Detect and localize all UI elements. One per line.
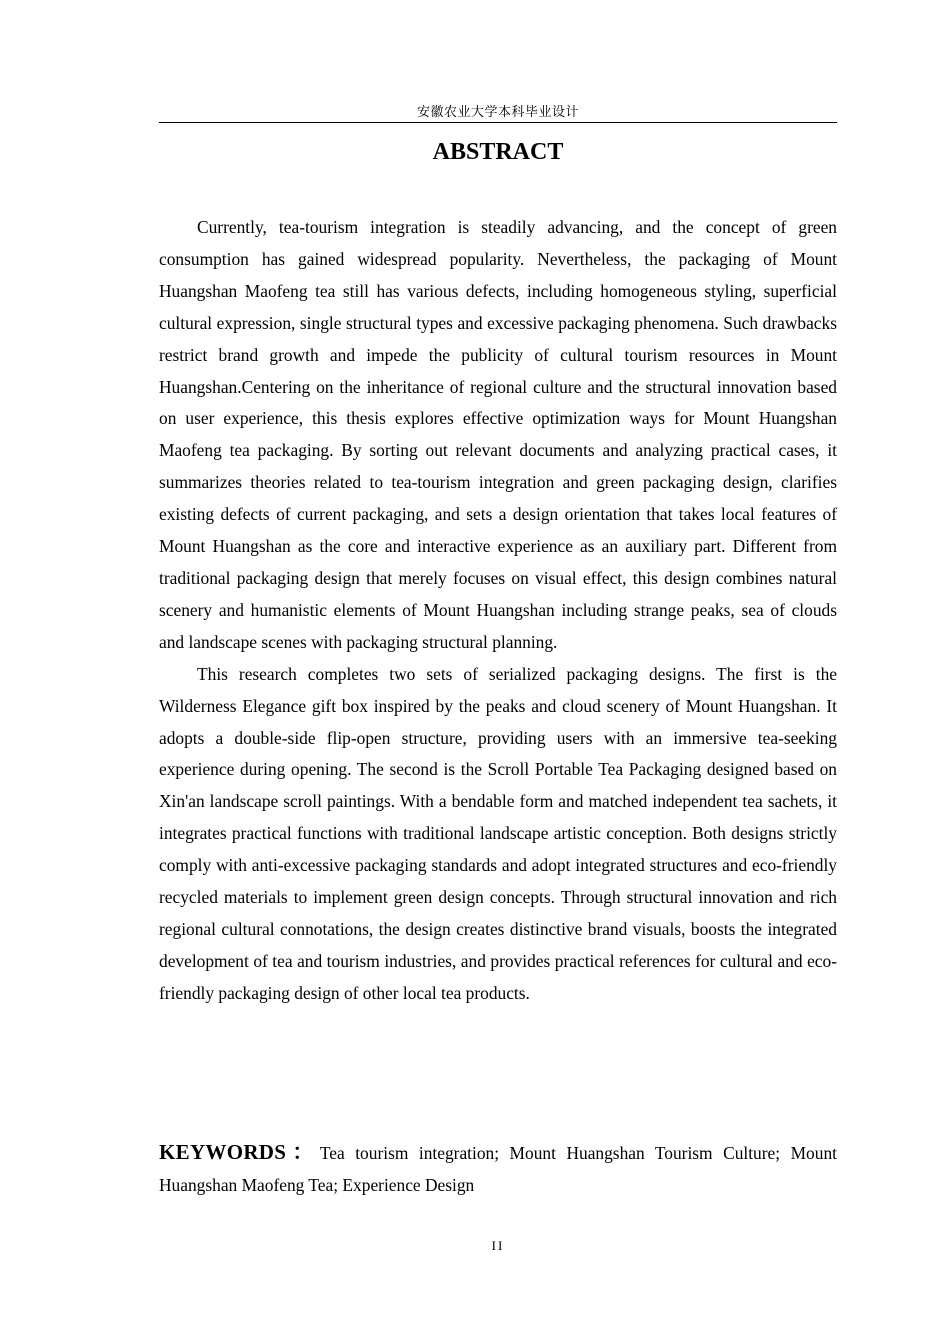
keywords-label: KEYWORDS： — [159, 1140, 320, 1164]
abstract-body — [159, 212, 837, 1010]
page-number: II — [491, 1238, 505, 1253]
abstract-paragraph-2: This research completes two sets of serialized packaging designs. The first is the Wilderness Elegance gift box inspired by the peaks and cloud scenery of Mount Huangshan. It adopts a double-side flip-open structure, providing users with an immersive tea-seeking experience during opening. The second is the Scroll Portable Tea Packaging designed based on Xin'an landscape scroll paintings. With a bendable form and matched independent tea sachets, it integrates practical functions with traditional landscape artistic conception. Both designs strictly comply with anti-excessive packaging standards and adopt integrated structures and eco-friendly recycled materials to implement green design concepts. Through structural innovation and rich regional cultural connotations, the design creates distinctive brand visuals, boosts the integrated development of tea and tourism industries, and provides practical references for cultural and eco-friendly packaging design of other local tea products. — [159, 663, 837, 1003]
header-rule — [159, 122, 837, 123]
abstract-title: ABSTRACT — [432, 139, 564, 165]
keywords-text: Tea tourism integration; Mount Huangshan Tourism Culture; Mount Huangshan Maofeng Tea; Experience Design — [159, 1143, 837, 1195]
running-header: 安徽农业大学本科毕业设计 — [416, 105, 579, 120]
abstract-paragraph-1: Currently, tea-tourism integration is steadily advancing, and the concept of green consumption has gained widespread popularity. Nevertheless, the packaging of Mount Huangshan Maofeng tea still has various defects, including homogeneous styling, superficial cultural expression, single structural types and excessive packaging phenomena. Such drawbacks restrict brand growth and impede the publicity of cultural tourism resources in Mount Huangshan.Centering on the inheritance of regional culture and the structural innovation based on user experience, this thesis explores effective optimization ways for Mount Huangshan Maofeng tea packaging. By sorting out relevant documents and analyzing practical cases, it summarizes theories related to tea-tourism integration and green packaging design, clarifies existing defects of current packaging, and sets a design orientation that takes local features of Mount Huangshan as the core and interactive experience as an auxiliary part. Different from traditional packaging design that merely focuses on visual effect, this design combines natural scenery and humanistic elements of Mount Huangshan including strange peaks, sea of clouds and landscape scenes with packaging structural planning. — [159, 217, 837, 652]
keywords-line — [159, 1137, 837, 1202]
